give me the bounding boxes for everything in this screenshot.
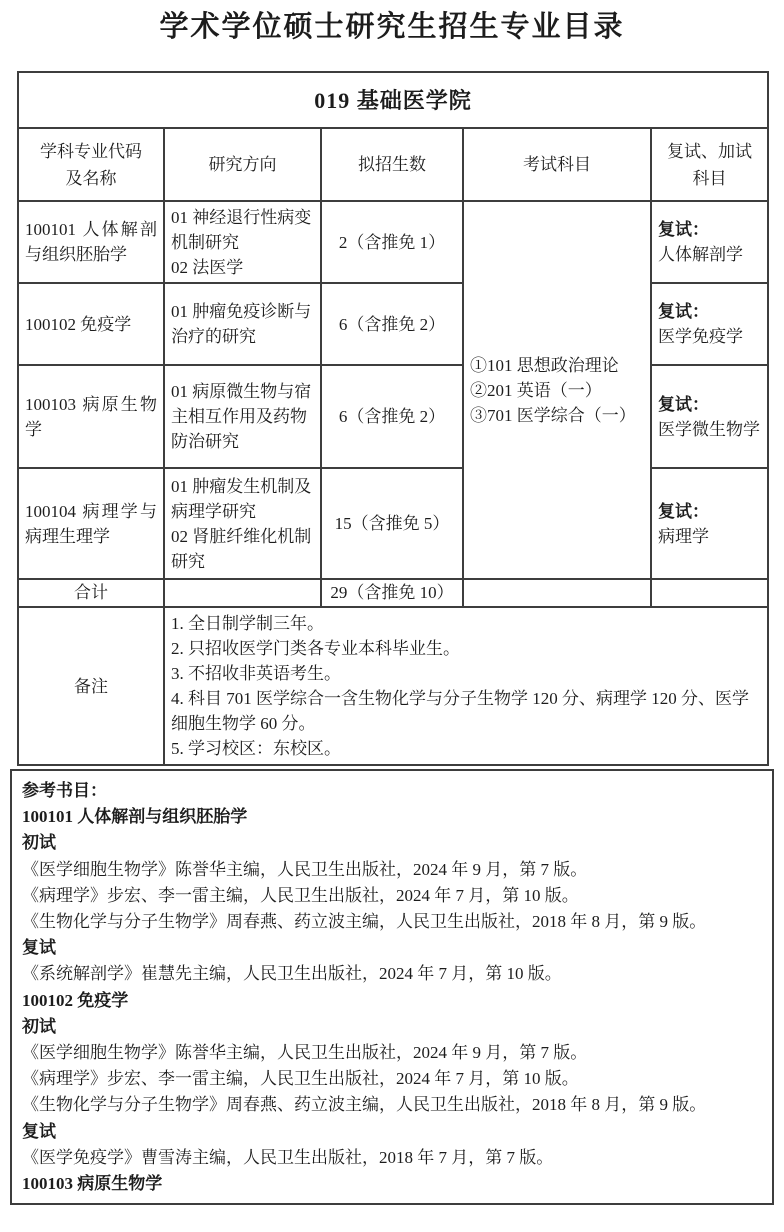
research-directions-cell xyxy=(164,283,321,365)
empty-cell xyxy=(164,579,321,607)
col-header-line: 及名称 xyxy=(65,168,117,188)
empty-cell xyxy=(463,579,651,607)
quota-cell: 6（含推免 2） xyxy=(321,365,463,468)
reference-book-line: 《生物化学与分子生物学》周春燕、药立波主编，人民卫生出版社，2018 年 8 月，第 9 版。 xyxy=(22,1095,707,1115)
reference-book-line: 《病理学》步宏、李一雷主编，人民卫生出版社，2024 年 7 月，第 10 版。 xyxy=(22,1069,579,1089)
retest-label: 复试： xyxy=(658,302,709,321)
research-directions-cell xyxy=(164,468,321,579)
col-header-retest xyxy=(651,128,768,201)
direction-item: 02 肾脏纤维化机制研究 xyxy=(171,526,312,571)
reference-stage-label: 初试 xyxy=(22,1016,56,1036)
retest-cell xyxy=(651,283,768,365)
reference-stage-label: 复试 xyxy=(22,1121,56,1141)
retest-cell xyxy=(651,468,768,579)
retest-subject: 人体解剖学 xyxy=(658,245,743,264)
direction-item: 02 法医学 xyxy=(171,257,244,277)
program-code-cell: 100104 病理学与病理生理学 xyxy=(18,468,164,579)
quota-cell: 2（含推免 1） xyxy=(321,201,463,283)
quota-cell: 15（含推免 5） xyxy=(321,468,463,579)
retest-cell xyxy=(651,201,768,283)
reference-book-line: 《医学细胞生物学》陈誉华主编，人民卫生出版社，2024 年 9 月，第 7 版。 xyxy=(22,1043,588,1063)
col-header-line: 复试、加试 xyxy=(667,141,753,161)
table-row-100104 xyxy=(18,468,768,579)
direction-item: 01 神经退行性病变机制研究 xyxy=(171,207,312,252)
remark-item: 3. 不招收非英语考生。 xyxy=(171,664,341,683)
exam-subject-item: ③701 医学综合（一） xyxy=(470,405,636,425)
total-quota-cell: 29（含推免 10） xyxy=(321,579,463,607)
exam-subject-item: ①101 思想政治理论 xyxy=(470,355,619,375)
col-header-directions: 研究方向 xyxy=(164,128,321,201)
retest-subject: 医学免疫学 xyxy=(658,327,743,346)
total-row xyxy=(18,579,768,607)
remark-item: 2. 只招收医学门类各专业本科毕业生。 xyxy=(171,639,460,658)
reference-book-line: 《病理学》步宏、李一雷主编，人民卫生出版社，2024 年 7 月，第 10 版。 xyxy=(22,885,579,905)
retest-label: 复试： xyxy=(658,394,709,414)
reference-book-line: 《医学细胞生物学》陈誉华主编，人民卫生出版社，2024 年 9 月，第 7 版。 xyxy=(22,859,588,879)
table-row-100102 xyxy=(18,283,768,365)
retest-label: 复试： xyxy=(658,220,709,239)
remark-item: 1. 全日制学制三年。 xyxy=(171,614,324,633)
remark-item: 5. 学习校区：东校区。 xyxy=(171,739,341,758)
remarks-content-cell xyxy=(164,607,768,765)
empty-cell xyxy=(651,579,768,607)
reference-stage-label: 初试 xyxy=(22,833,56,853)
remarks-label-cell: 备注 xyxy=(18,607,164,765)
references-box xyxy=(10,769,774,1205)
reference-section-title: 100103 病原生物学 xyxy=(22,1174,163,1194)
direction-item: 01 病原微生物与宿主相互作用及药物防治研究 xyxy=(171,382,312,451)
references-heading: 参考书目： xyxy=(22,781,107,800)
admissions-table xyxy=(17,71,769,766)
reference-book-line: 《生物化学与分子生物学》周春燕、药立波主编，人民卫生出版社，2018 年 8 月，第 9 版。 xyxy=(22,912,707,932)
reference-section-title: 100102 免疫学 xyxy=(22,990,129,1010)
retest-cell xyxy=(651,365,768,468)
research-directions-cell xyxy=(164,201,321,283)
column-header-row xyxy=(18,128,768,201)
quota-cell: 6（含推免 2） xyxy=(321,283,463,365)
reference-section-title: 100101 人体解剖与组织胚胎学 xyxy=(22,807,248,827)
table-row-100101 xyxy=(18,201,768,283)
program-code-cell: 100101 人体解剖与组织胚胎学 xyxy=(18,201,164,283)
page-title: 学术学位硕士研究生招生专业目录 xyxy=(159,11,625,43)
program-code-cell: 100103 病原生物学 xyxy=(18,365,164,468)
program-code-cell: 100102 免疫学 xyxy=(18,283,164,365)
col-header-code-name xyxy=(18,128,164,201)
reference-book-line: 《医学免疫学》曹雪涛主编，人民卫生出版社，2018 年 7 月，第 7 版。 xyxy=(22,1147,554,1167)
retest-subject: 病理学 xyxy=(658,526,709,546)
total-label-cell: 合计 xyxy=(18,579,164,607)
department-row xyxy=(18,72,768,128)
remark-item: 4. 科目 701 医学综合一含生物化学与分子生物学 120 分、病理学 120 分、医学细胞生物学 60 分。 xyxy=(171,689,749,733)
col-header-line: 科目 xyxy=(692,168,727,188)
exam-subject-item: ②201 英语（一） xyxy=(470,380,602,400)
col-header-quota: 拟招生数 xyxy=(321,128,463,201)
retest-label: 复试： xyxy=(658,501,709,521)
direction-item: 01 肿瘤免疫诊断与治疗的研究 xyxy=(171,302,312,346)
research-directions-cell xyxy=(164,365,321,468)
reference-stage-label: 复试 xyxy=(22,938,56,958)
reference-book-line: 《系统解剖学》崔慧先主编，人民卫生出版社，2024 年 7 月，第 10 版。 xyxy=(22,964,562,984)
department-header: 019 基础医学院 xyxy=(18,72,768,128)
exam-subjects-cell xyxy=(463,201,651,579)
col-header-line: 学科专业代码 xyxy=(40,141,142,161)
remarks-row xyxy=(18,607,768,765)
table-row-100103 xyxy=(18,365,768,468)
col-header-exam-subjects: 考试科目 xyxy=(463,128,651,201)
retest-subject: 医学微生物学 xyxy=(658,419,760,439)
direction-item: 01 肿瘤发生机制及病理学研究 xyxy=(171,476,312,521)
